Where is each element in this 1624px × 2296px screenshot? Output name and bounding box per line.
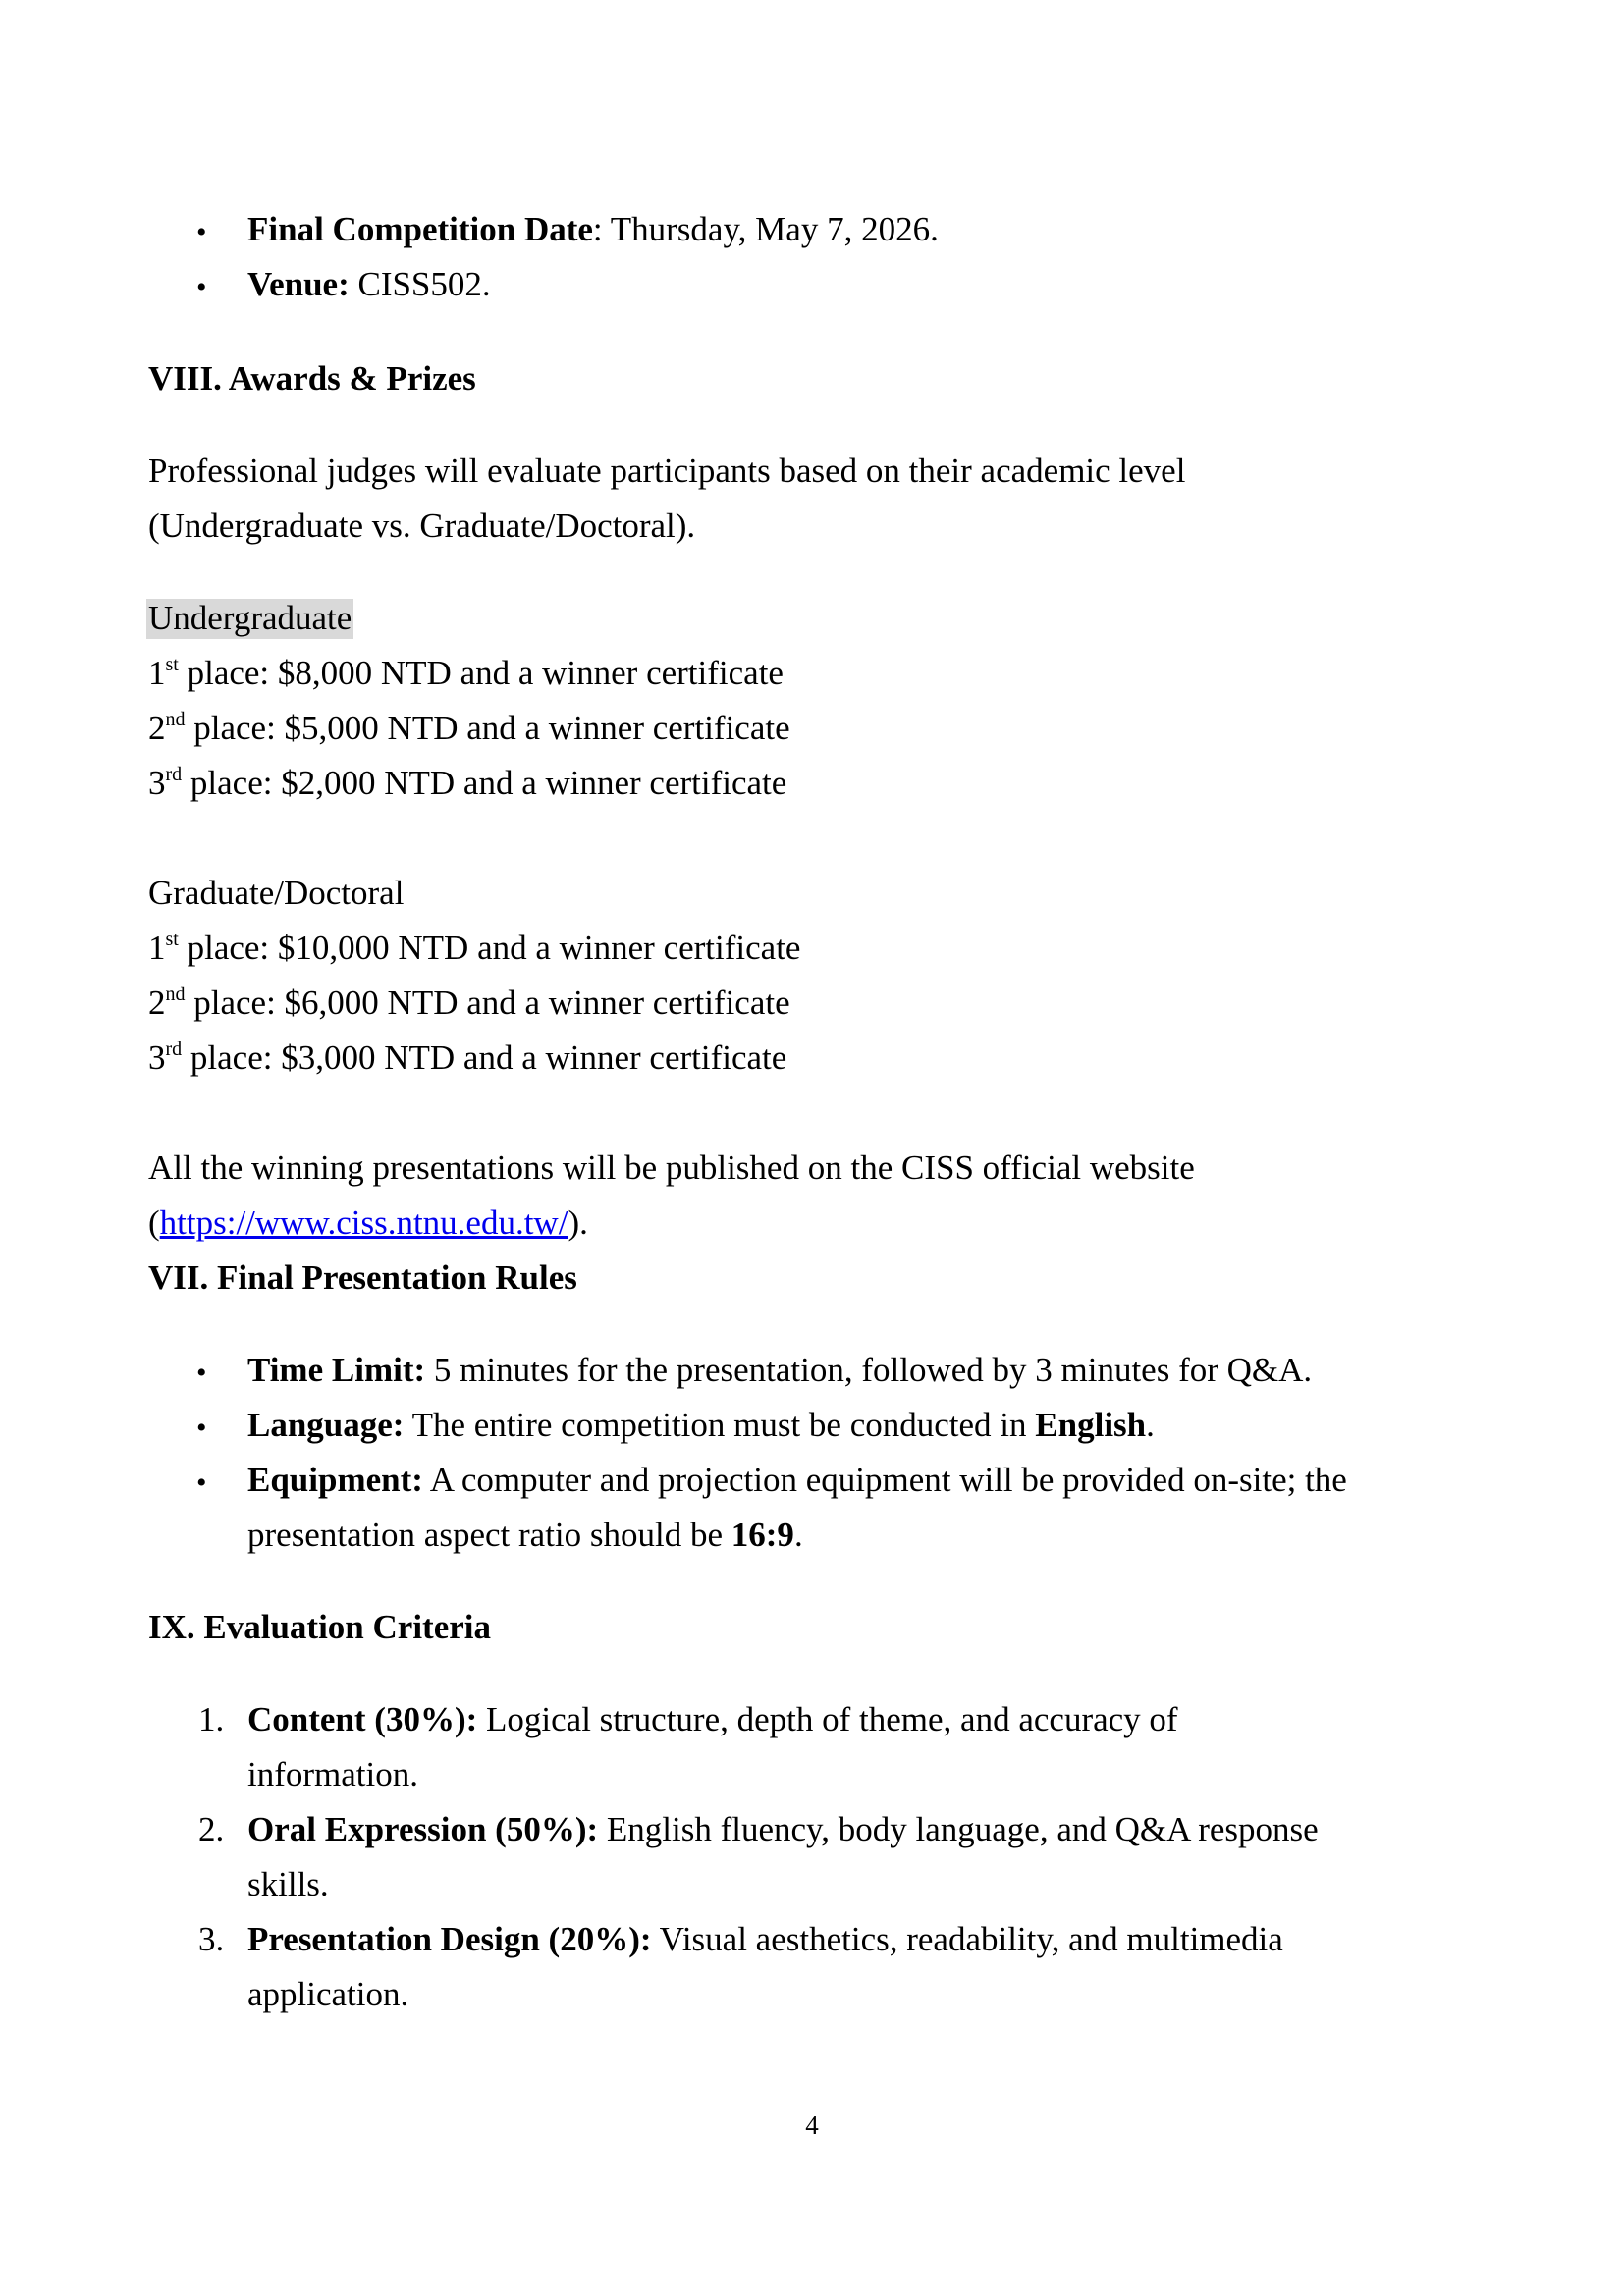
criteria-content: Content (30%): Logical structure, depth of theme, and accuracy of	[247, 1700, 1178, 1738]
final-date-label: Final Competition Date	[247, 210, 593, 248]
grad-prize-2: 2nd place: $6,000 NTD and a winner certificate	[148, 984, 790, 1022]
ciss-website-link[interactable]: https://www.ciss.ntnu.edu.tw/	[159, 1203, 568, 1242]
final-date-value: : Thursday, May 7, 2026.	[592, 210, 939, 248]
criteria-oral: Oral Expression (50%): English fluency, body language, and Q&A response	[247, 1810, 1319, 1848]
ug-prize-1: 1st place: $8,000 NTD and a winner certificate	[148, 654, 784, 692]
equipment-line: Equipment: A computer and projection equipment will be provided on-site; the	[247, 1461, 1347, 1499]
venue-value: CISS502.	[349, 265, 491, 303]
venue-label: Venue:	[247, 265, 350, 303]
undergraduate-title-text: Undergraduate	[148, 599, 352, 637]
grad-prize-3: 3rd place: $3,000 NTD and a winner certificate	[148, 1039, 787, 1077]
bullet: •	[196, 216, 207, 248]
criteria-content-cont: information.	[247, 1755, 418, 1793]
ug-prize-3: 3rd place: $2,000 NTD and a winner certificate	[148, 764, 787, 802]
publish-line2: (https://www.ciss.ntnu.edu.tw/).	[148, 1203, 588, 1242]
criteria-design: Presentation Design (20%): Visual aesthetics, readability, and multimedia	[247, 1920, 1283, 1958]
grad-prize-1: 1st place: $10,000 NTD and a winner certificate	[148, 929, 801, 967]
equipment-line2: presentation aspect ratio should be 16:9.	[247, 1516, 803, 1554]
list-number: 1.	[198, 1700, 225, 1738]
list-number: 3.	[198, 1920, 225, 1958]
bullet: •	[196, 1357, 207, 1389]
criteria-design-cont: application.	[247, 1975, 409, 2013]
page-number: 4	[805, 2110, 819, 2140]
time-limit-line: Time Limit: 5 minutes for the presentation, followed by 3 minutes for Q&A.	[247, 1351, 1313, 1389]
awards-heading: VIII. Awards & Prizes	[148, 359, 476, 398]
bullet: •	[196, 1467, 207, 1499]
criteria-oral-cont: skills.	[247, 1865, 329, 1903]
graduate-title: Graduate/Doctoral	[148, 874, 405, 912]
venue-line	[247, 263, 491, 306]
bullet: •	[196, 271, 207, 303]
rules-heading: VII. Final Presentation Rules	[148, 1258, 577, 1297]
ug-prize-2: 2nd place: $5,000 NTD and a winner certificate	[148, 709, 790, 747]
publish-line1: All the winning presentations will be published on the CISS official website	[148, 1148, 1195, 1187]
final-date-line	[247, 208, 939, 251]
bullet: •	[196, 1412, 207, 1444]
awards-intro-line2: (Undergraduate vs. Graduate/Doctoral).	[148, 507, 696, 545]
evaluation-heading: IX. Evaluation Criteria	[148, 1608, 492, 1646]
list-number: 2.	[198, 1810, 225, 1848]
undergraduate-title	[148, 597, 353, 640]
awards-intro-line1: Professional judges will evaluate participants based on their academic level	[148, 452, 1186, 490]
language-line: Language: The entire competition must be conducted in English.	[247, 1406, 1155, 1444]
